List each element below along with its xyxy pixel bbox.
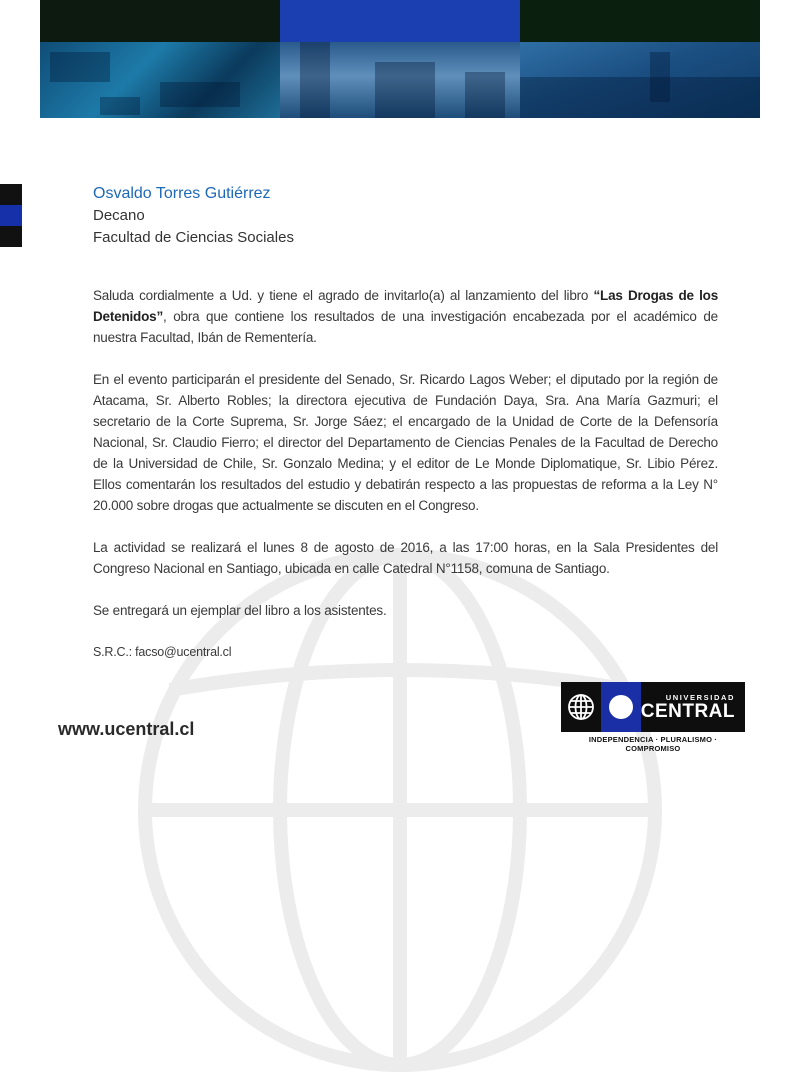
banner-panel-stairs — [280, 0, 520, 118]
classroom-photo — [520, 42, 760, 118]
logo-wordmark — [641, 682, 745, 732]
p1-rest: , obra que contiene los resultados de una investigación encabezada por el académico de nuestra Facultad, Ibán de Rementería. — [93, 309, 718, 345]
rsvp-contact: S.R.C.: facso@ucentral.cl — [93, 645, 232, 659]
sender-name: Osvaldo Torres Gutiérrez — [93, 185, 271, 202]
paragraph-participants: En el evento participarán el presidente del Senado, Sr. Ricardo Lagos Weber; el diputado por la región de Atacama, Sr. Alberto Robles; la directora ejecutiva de Fundación Daya, Sra. Ana María Gazmuri; el secretario de la Corte Suprema, Sr. Jorge Sáez; el encargado de la Unidad de Corte de la Defensoría Nacional, Sr. Claudio Fierro; el director del Departamento de Ciencias Penales de la Facultad de Derecho de la Universidad de Chile, Sr. Gonzalo Medina; y el editor de Le Monde Diplomatique, Sr. Libio Pérez. Ellos comentarán los resultados del estudio y debatirán respecto a las propuestas de reforma a la Ley N° 20.000 sobre drogas que actualmente se discuten en el Congreso. — [93, 372, 718, 513]
logo-central: CENTRAL — [640, 700, 735, 722]
p1-intro: Saluda cordialmente a Ud. y tiene el agrado de invitarlo(a) al lanzamiento del libro — [93, 288, 594, 303]
website-link[interactable]: www.ucentral.cl — [58, 719, 195, 739]
logo-university: UNIVERSIDAD — [665, 692, 735, 702]
circle-icon — [601, 682, 641, 732]
logo-tagline: INDEPENDENCIA · PLURALISMO · COMPROMISO — [588, 735, 718, 753]
header-banner — [40, 0, 760, 118]
banner-bar-blue — [280, 0, 520, 42]
book-title: “Las Drogas de los Detenidos” — [93, 288, 718, 324]
paragraph-event-details: La actividad se realizará el lunes 8 de agosto de 2016, a las 17:00 horas, en la Sala Presidentes del Congreso Nacional en Santiago, ubicada en calle Catedral N°1158, comuna de Santiago. — [93, 540, 718, 576]
globe-icon — [561, 682, 601, 732]
logo-mark — [561, 682, 745, 732]
side-tab-dark — [0, 184, 22, 205]
invitation-body — [93, 285, 718, 684]
sender-faculty: Facultad de Ciencias Sociales — [93, 229, 294, 246]
banner-panel-campus — [40, 0, 280, 118]
banner-bar-dark — [40, 0, 280, 42]
banner-bar-dark-2 — [520, 0, 760, 42]
banner-panel-classroom — [520, 0, 760, 118]
stairs-photo — [280, 42, 520, 118]
side-tab-dark-2 — [0, 226, 22, 247]
university-logo — [561, 682, 745, 753]
sender-block — [93, 183, 294, 249]
side-tab-blue — [0, 205, 22, 226]
paragraph-invitation — [93, 285, 718, 348]
campus-photo — [40, 42, 280, 118]
sender-role: Decano — [93, 207, 145, 224]
paragraph-book-gift: Se entregará un ejemplar del libro a los asistentes. — [93, 603, 387, 618]
